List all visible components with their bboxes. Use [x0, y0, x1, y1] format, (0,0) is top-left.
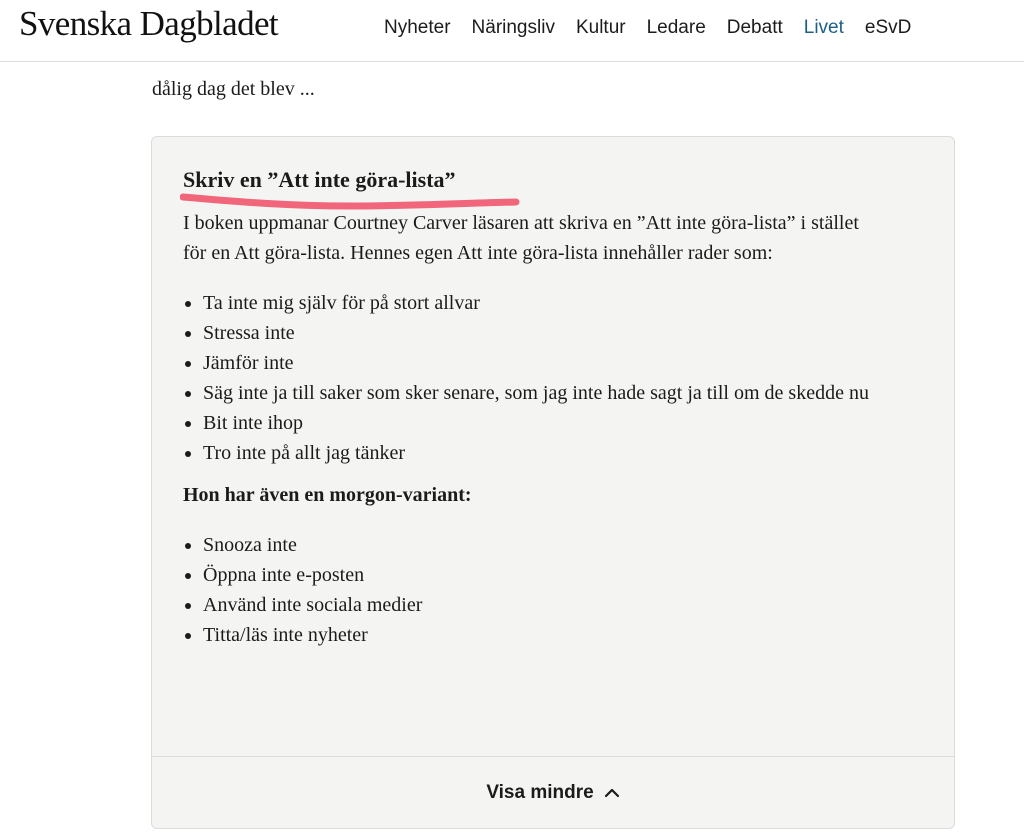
- list-item: • Stressa inte: [203, 318, 883, 348]
- show-less-label: Visa mindre: [486, 781, 594, 803]
- nav-item-livet[interactable]: Livet: [803, 17, 844, 38]
- site-logo[interactable]: Svenska Dagbladet: [19, 4, 279, 43]
- list-item: • Använd inte sociala medier: [203, 590, 883, 620]
- show-less-button[interactable]: [152, 757, 954, 828]
- factbox: [151, 136, 955, 829]
- chevron-up-icon: [604, 787, 620, 798]
- nav-item-debatt[interactable]: Debatt: [726, 17, 783, 38]
- nav-item-esvd[interactable]: eSvD: [864, 17, 912, 38]
- list-item: • Ta inte mig själv för på stort allvar: [203, 288, 883, 318]
- main-nav: [384, 17, 932, 39]
- list-item: • Säg inte ja till saker som sker senare, som jag inte hade sagt ja till om de skedde nu: [203, 378, 883, 408]
- nav-item-naringsliv[interactable]: Näringsliv: [471, 17, 555, 38]
- nav-item-kultur[interactable]: Kultur: [575, 17, 626, 38]
- list-item: • Tro inte på allt jag tänker: [203, 438, 883, 468]
- nav-item-ledare[interactable]: Ledare: [646, 17, 706, 38]
- list-item: • Bit inte ihop: [203, 408, 883, 438]
- previous-paragraph-line: dålig dag det blev ...: [152, 78, 315, 100]
- not-to-do-list: [183, 288, 883, 468]
- site-header: [0, 0, 1024, 62]
- factbox-title: Skriv en ”Att inte göra-lista”: [183, 167, 456, 192]
- list-item: • Jämför inte: [203, 348, 883, 378]
- morning-list: [183, 530, 883, 650]
- factbox-subheading: Hon har även en morgon-variant:: [183, 484, 472, 506]
- nav-item-nyheter[interactable]: Nyheter: [384, 17, 451, 38]
- list-item: • Titta/läs inte nyheter: [203, 620, 883, 650]
- list-item: • Snooza inte: [203, 530, 883, 560]
- list-item: • Öppna inte e-posten: [203, 560, 883, 590]
- factbox-intro: I boken uppmanar Courtney Carver läsaren att skriva en ”Att inte göra-lista” i stället för en Att göra-lista. Hennes egen Att inte göra-lista innehåller rader som:: [183, 212, 859, 264]
- factbox-content: [183, 164, 883, 650]
